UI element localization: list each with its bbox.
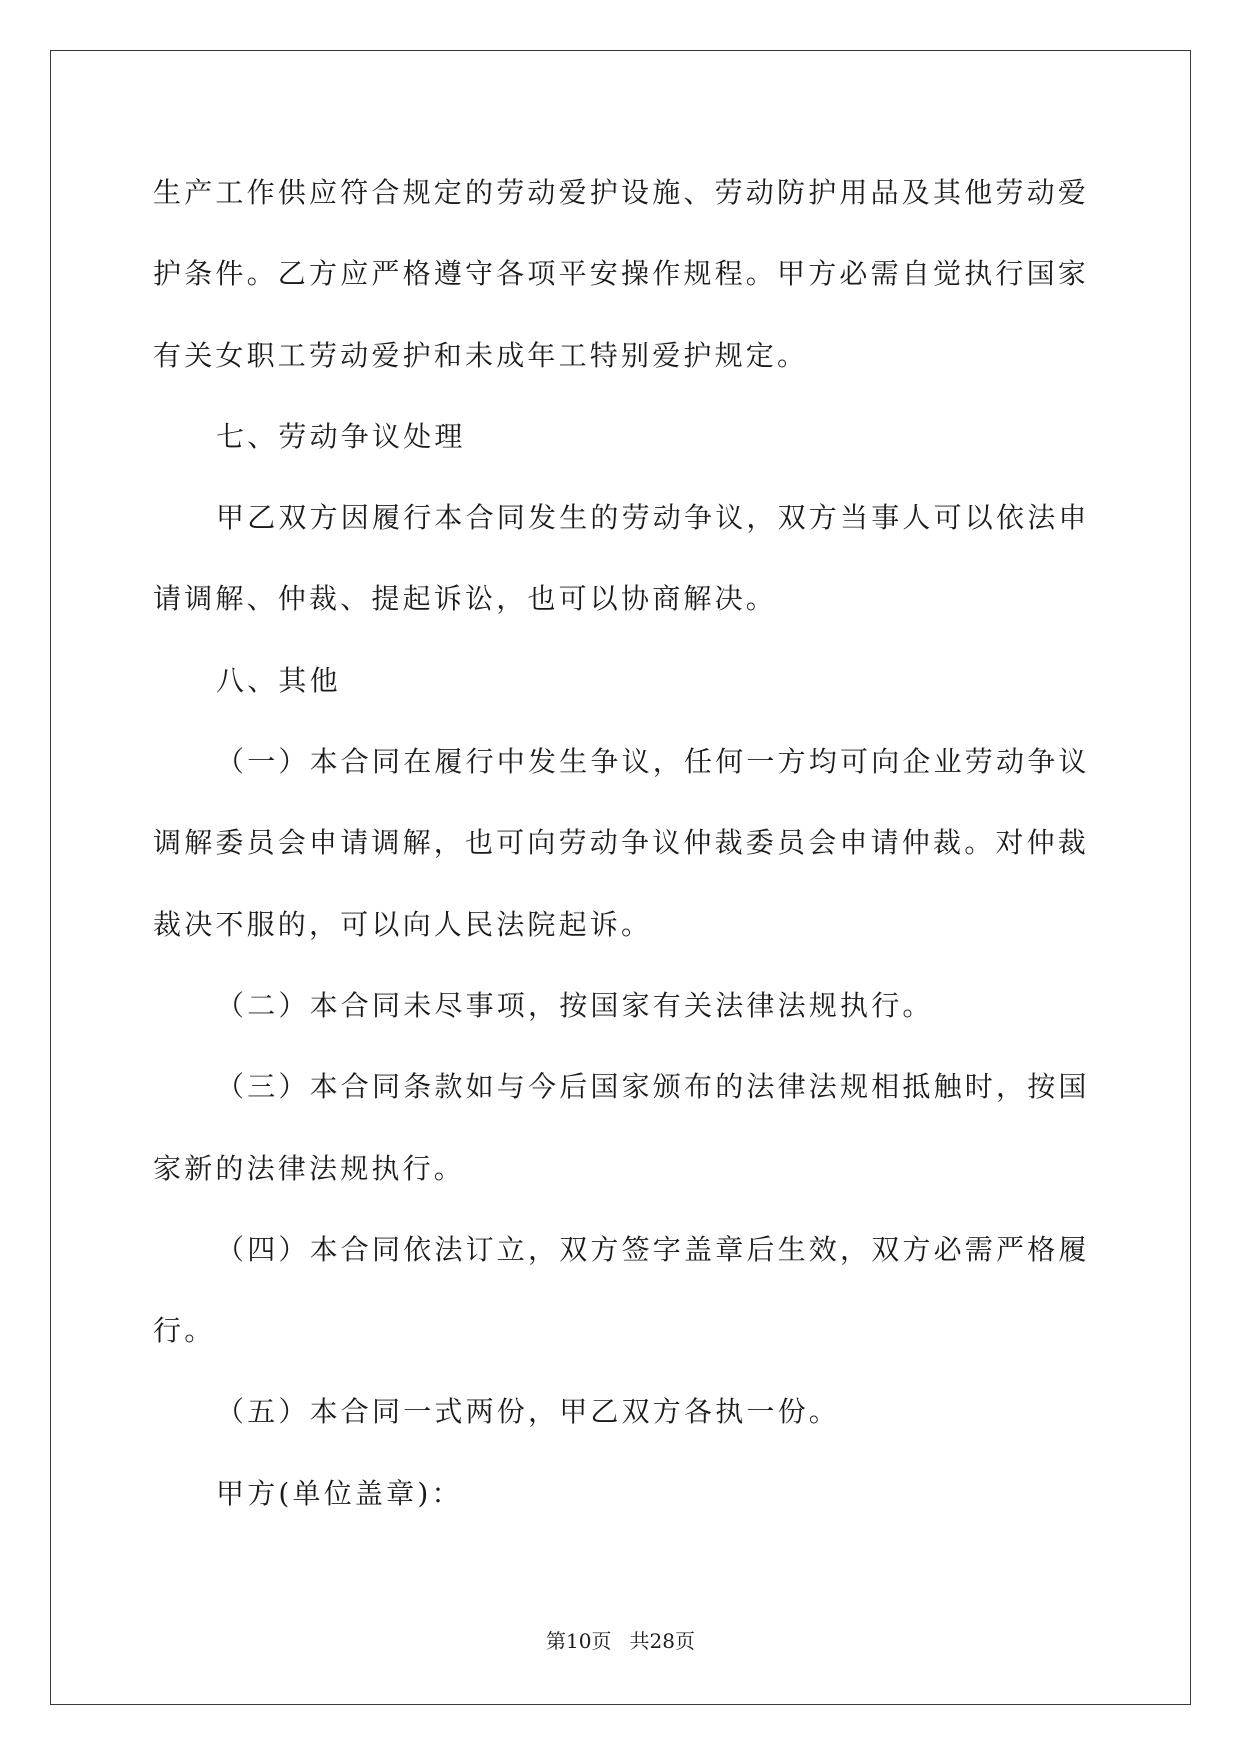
signature-label-party-a: 甲方(单位盖章)：: [216, 1476, 463, 1510]
text-line: 甲乙双方因履行本合同发生的劳动争议，双方当事人可以依法申: [216, 501, 1090, 535]
text-line: （一）本合同在履行中发生争议，任何一方均可向企业劳动争议: [216, 745, 1090, 779]
text-line: （二）本合同未尽事项，按国家有关法律法规执行。: [216, 988, 934, 1022]
page-total: 共28页: [629, 1629, 695, 1653]
page-number: 第10页: [546, 1629, 612, 1653]
text-line: 调解委员会申请调解，也可向劳动争议仲裁委员会申请仲裁。对仲裁: [153, 826, 1090, 860]
text-line: （四）本合同依法订立，双方签字盖章后生效，双方必需严格履: [216, 1232, 1090, 1266]
text-line: （三）本合同条款如与今后国家颁布的法律法规相抵触时，按国: [216, 1070, 1090, 1104]
document-body: [153, 152, 1103, 1534]
section-heading-other: 八、其他: [216, 663, 341, 697]
text-line: 家新的法律法规执行。: [153, 1151, 466, 1185]
text-line: 生产工作供应符合规定的劳动爱护设施、劳动防护用品及其他劳动爱: [153, 176, 1090, 209]
text-line: （五）本合同一式两份，甲乙双方各执一份。: [216, 1395, 841, 1429]
page-footer: [0, 1628, 1241, 1654]
text-line: 护条件。乙方应严格遵守各项平安操作规程。甲方必需自觉执行国家: [153, 257, 1090, 291]
text-line: 有关女职工劳动爱护和未成年工特别爱护规定。: [153, 338, 809, 372]
text-line: 行。: [153, 1314, 216, 1348]
text-line: 请调解、仲裁、提起诉讼，也可以协商解决。: [153, 582, 778, 616]
text-line: 裁决不服的，可以向人民法院起诉。: [153, 907, 653, 941]
section-heading-dispute: 七、劳动争议处理: [216, 419, 466, 453]
